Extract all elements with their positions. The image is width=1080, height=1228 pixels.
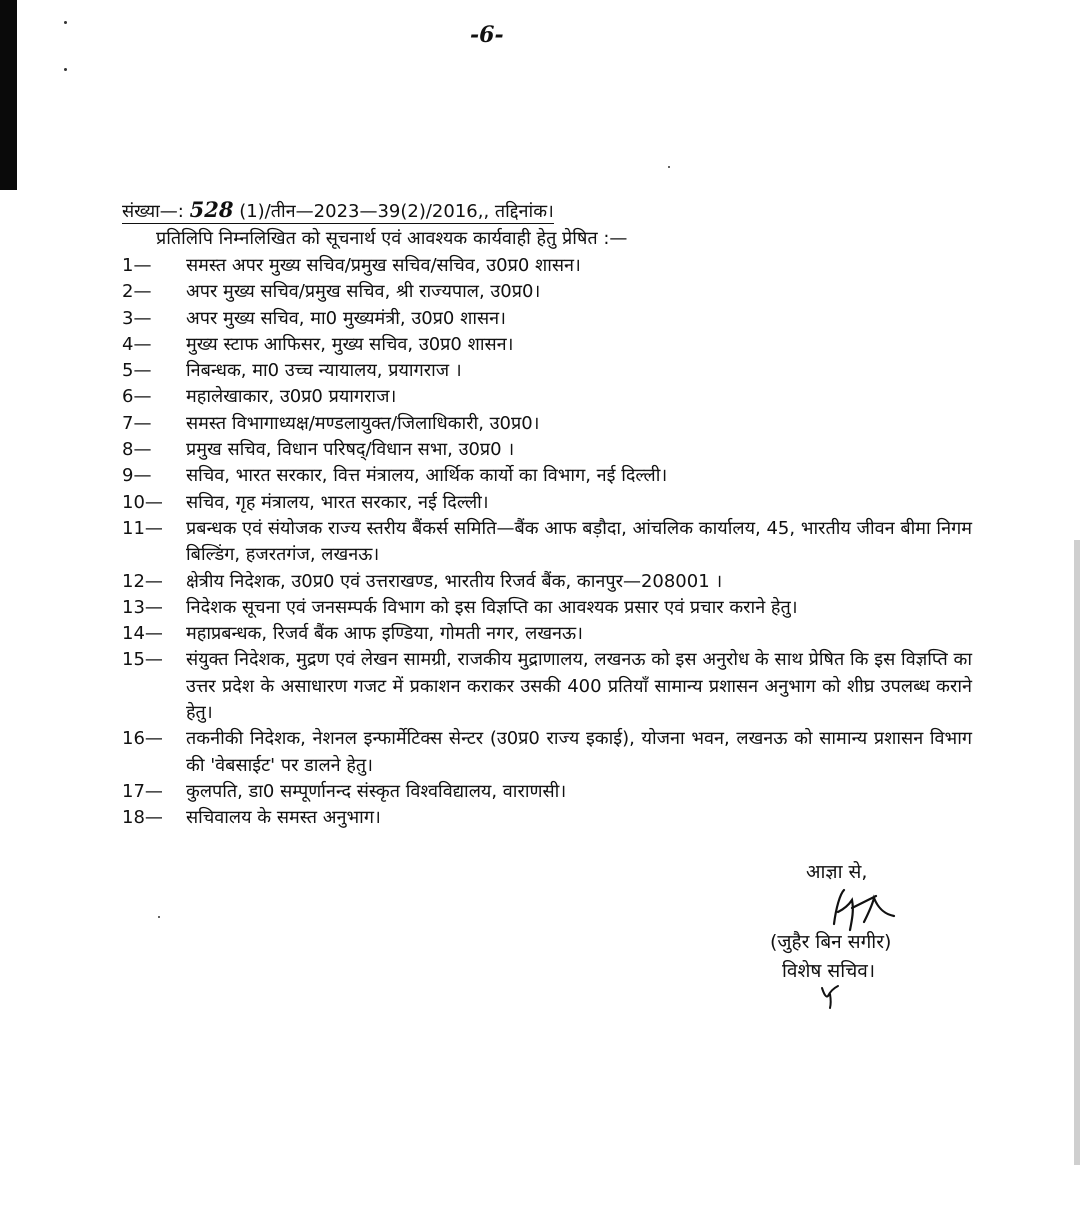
list-item — [122, 569, 972, 595]
item-number: 16— — [122, 728, 163, 750]
order-line: आज्ञा से, — [806, 861, 868, 883]
list-item — [122, 621, 972, 647]
list-item — [122, 595, 972, 621]
item-text: प्रमुख सचिव, विधान परिषद्/विधान सभा, उ0प्र0 । — [186, 439, 515, 461]
item-text: अपर मुख्य सचिव, मा0 मुख्यमंत्री, उ0प्र0 शासन। — [186, 307, 506, 329]
item-number: 7— — [122, 412, 152, 434]
item-number: 6— — [122, 386, 152, 408]
item-text: महालेखाकार, उ0प्र0 प्रयागराज। — [186, 386, 397, 408]
item-number: 15— — [122, 649, 163, 671]
copy-forwarded-intro: प्रतिलिपि निम्नलिखित को सूचनार्थ एवं आवश्यक कार्यवाही हेतु प्रेषित :— — [156, 228, 628, 249]
item-text: महाप्रबन्धक, रिजर्व बैंक आफ इण्डिया, गोमती नगर, लखनऊ। — [186, 623, 583, 645]
list-item — [122, 516, 972, 569]
item-text: समस्त अपर मुख्य सचिव/प्रमुख सचिव/सचिव, उ0प्र0 शासन। — [186, 255, 581, 276]
list-item — [122, 463, 972, 489]
scan-speck — [64, 21, 67, 24]
scan-speck — [668, 166, 670, 168]
item-number: 12— — [122, 570, 163, 592]
item-text: कुलपति, डा0 सम्पूर्णानन्द संस्कृत विश्वविद्यालय, वाराणसी। — [186, 780, 567, 802]
signatory-name: (जुहैर बिन सगीर) — [770, 931, 892, 953]
item-text: निबन्धक, मा0 उच्च न्यायालय, प्रयागराज । — [186, 360, 462, 382]
list-item — [122, 805, 972, 831]
recipient-list — [122, 253, 972, 832]
list-item — [122, 384, 972, 410]
item-text: अपर मुख्य सचिव/प्रमुख सचिव, श्री राज्यपाल, उ0प्र0। — [186, 281, 541, 303]
item-number: 18— — [122, 807, 163, 829]
item-number: 1— — [122, 255, 152, 276]
list-item — [122, 253, 972, 279]
scan-right-edge — [1074, 540, 1080, 1165]
item-number: 3— — [122, 307, 152, 329]
list-item — [122, 779, 972, 805]
item-number: 4— — [122, 333, 152, 355]
reference-line — [122, 199, 554, 224]
item-text: तकनीकी निदेशक, नेशनल इन्फार्मेटिक्स सेन्टर (उ0प्र0 राज्य इकाई), योजना भवन, लखनऊ को सामान्य प्रशासन विभाग की 'वेबसाईट' पर डालने हेतु। — [186, 728, 972, 776]
item-text: सचिव, भारत सरकार, वित्त मंत्रालय, आर्थिक कार्यो का विभाग, नई दिल्ली। — [186, 465, 668, 487]
item-text: निदेशक सूचना एवं जनसम्पर्क विभाग को इस विज्ञप्ति का आवश्यक प्रसार एवं प्रचार कराने हेतु। — [186, 596, 798, 618]
reference-handwritten-number: 528 — [189, 197, 234, 222]
item-number: 9— — [122, 465, 152, 487]
item-number: 2— — [122, 281, 152, 303]
item-text: सचिव, गृह मंत्रालय, भारत सरकार, नई दिल्ली। — [186, 491, 489, 513]
list-item — [122, 306, 972, 332]
scan-speck — [64, 68, 67, 71]
item-number: 10— — [122, 491, 163, 513]
list-item — [122, 490, 972, 516]
signatory-designation: विशेष सचिव। — [782, 960, 876, 982]
item-text: प्रबन्धक एवं संयोजक राज्य स्तरीय बैंकर्स समिति—बैंक आफ बड़ौदा, आंचलिक कार्यालय, 45, भारतीय जीवन बीमा निगम बिल्डिंग, हजरतगंज, लखनऊ। — [186, 517, 972, 566]
item-number: 14— — [122, 623, 163, 645]
scan-speck — [158, 916, 160, 918]
reference-suffix: (1)/तीन—2023—39(2)/2016,, तद्दिनांक। — [239, 201, 554, 222]
list-item — [122, 332, 972, 358]
handwritten-initial — [816, 980, 846, 1010]
list-item — [122, 411, 972, 437]
scan-edge-bar — [0, 0, 17, 190]
list-item — [122, 437, 972, 463]
list-item — [122, 726, 972, 779]
reference-prefix: संख्या—: — [122, 201, 184, 222]
item-number: 5— — [122, 360, 152, 382]
item-number: 13— — [122, 596, 163, 618]
item-number: 11— — [122, 517, 163, 539]
item-text: क्षेत्रीय निदेशक, उ0प्र0 एवं उत्तराखण्ड, भारतीय रिजर्व बैंक, कानपुर—208001 । — [186, 570, 723, 592]
item-text: सचिवालय के समस्त अनुभाग। — [186, 807, 381, 829]
item-text: संयुक्त निदेशक, मुद्रण एवं लेखन सामग्री, राजकीय मुद्राणालय, लखनऊ को इस अनुरोध के साथ प्रेषित कि इस विज्ञप्ति का उत्तर प्रदेश के असाधारण गजट में प्रकाशन कराकर उसकी 400 प्रतियॉं सामान्य प्रशासन अनुभाग को शीघ्र उपलब्ध कराने हेतु। — [186, 649, 972, 724]
list-item — [122, 358, 972, 384]
list-item — [122, 279, 972, 305]
item-number: 17— — [122, 780, 163, 802]
item-text: समस्त विभागाध्यक्ष/मण्डलायुक्त/जिलाधिकारी, उ0प्र0। — [186, 412, 540, 434]
page-number: -6- — [470, 22, 504, 48]
list-item — [122, 647, 972, 726]
item-text: मुख्य स्टाफ आफिसर, मुख्य सचिव, उ0प्र0 शासन। — [186, 333, 514, 355]
item-number: 8— — [122, 439, 152, 461]
